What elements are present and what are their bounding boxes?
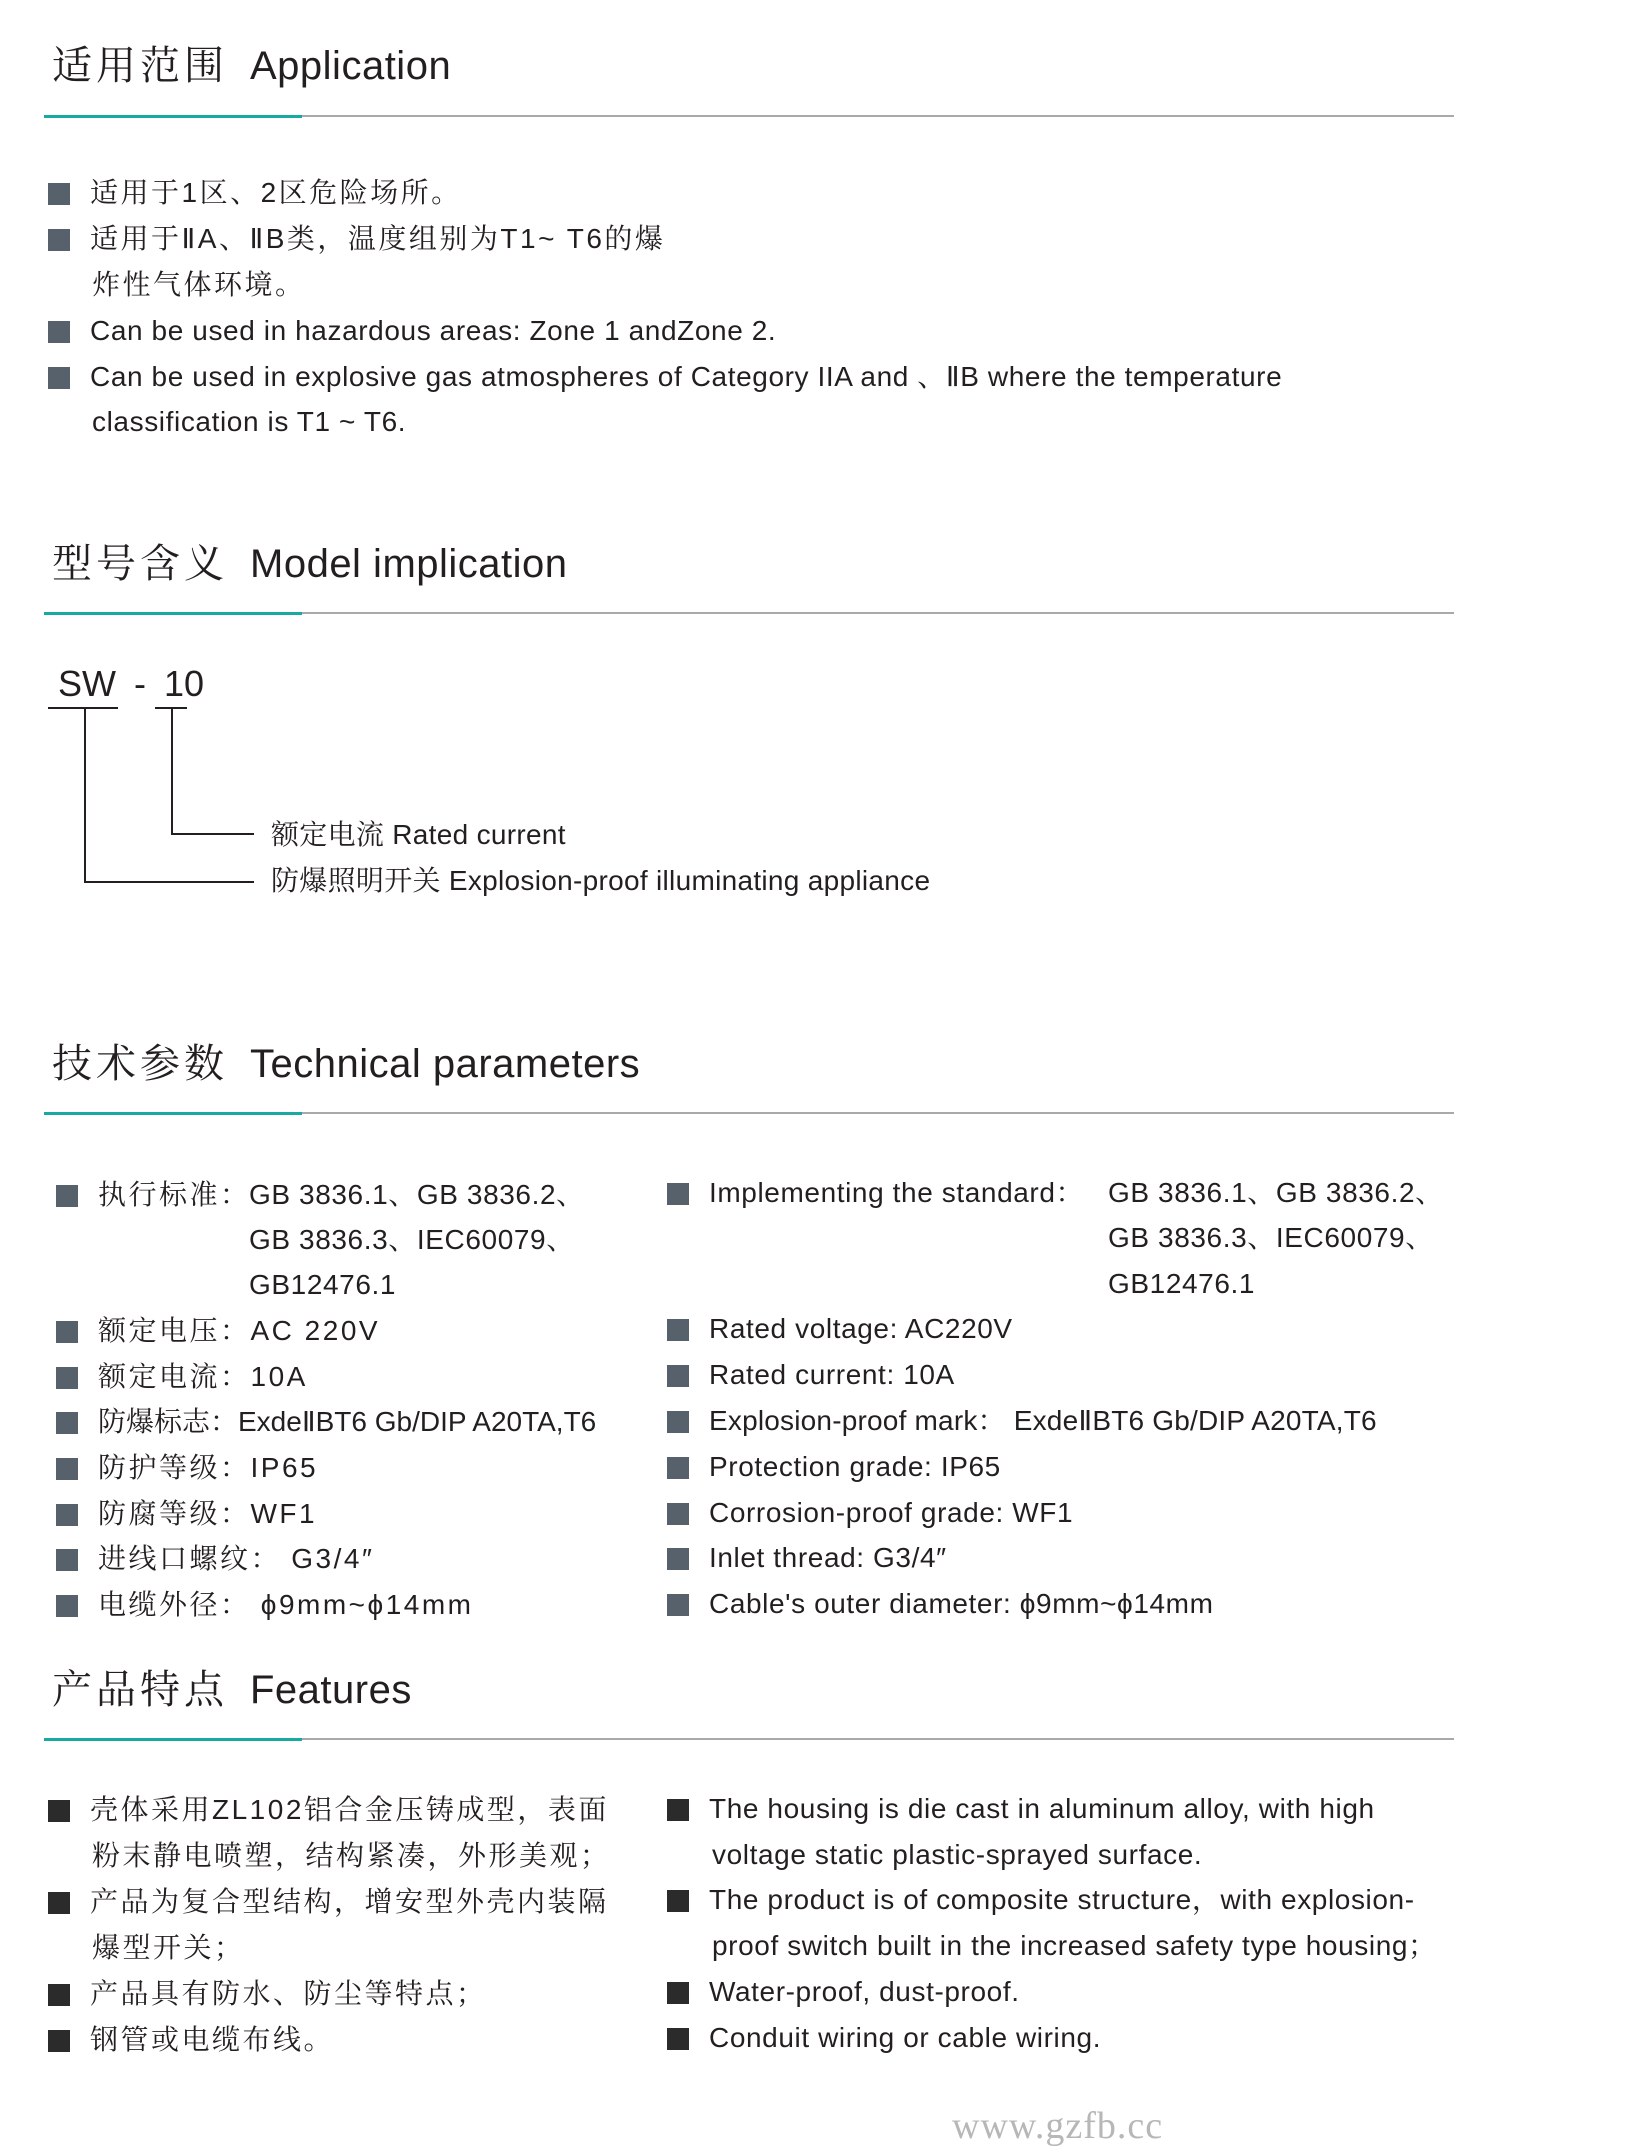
tech-zh-current: 额定电流：10A: [98, 1361, 308, 1392]
features-zh-1-line-1: 壳体采用ZL102铝合金压铸成型，表面: [90, 1794, 609, 1825]
bullet-square: [667, 1982, 689, 2004]
application-item-zh-1: 适用于1区、2区危险场所。: [90, 177, 462, 208]
bullet-square: [56, 1321, 78, 1343]
model-leader-series-vertical: [84, 707, 86, 882]
bullet-square: [56, 1367, 78, 1389]
tech-en-protection: Protection grade: IP65: [709, 1451, 1001, 1482]
tech-zh-protection: 防护等级：IP65: [98, 1452, 319, 1483]
bullet-square: [667, 1319, 689, 1341]
application-title-zh: 适用范围: [52, 44, 228, 88]
model-code: [58, 662, 204, 706]
tech-en-cable: Cable's outer diameter: ϕ9mm~ϕ14mm: [709, 1588, 1214, 1619]
bullet-square: [48, 367, 70, 389]
watermark-url: www.gzfb.cc: [952, 2105, 1164, 2147]
bullet-square: [667, 1890, 689, 1912]
tech-zh-cable: 电缆外径： ϕ9mm~ϕ14mm: [98, 1589, 474, 1620]
tech-title-zh: 技术参数: [52, 1042, 228, 1086]
tech-en-standard-line-2: GB 3836.3、IEC60079、: [1108, 1222, 1434, 1253]
model-code-series: SW: [58, 663, 116, 704]
tech-en-standard-line-1: GB 3836.1、GB 3836.2、: [1108, 1177, 1444, 1208]
bullet-square: [56, 1549, 78, 1571]
model-leader-series-horizontal: [84, 881, 254, 883]
application-item-en-1: Can be used in hazardous areas: Zone 1 andZone 2.: [90, 315, 777, 346]
bullet-square: [56, 1185, 78, 1207]
bullet-square: [667, 1503, 689, 1525]
tech-zh-voltage: 额定电压：AC 220V: [98, 1315, 381, 1346]
bullet-square: [56, 1412, 78, 1434]
features-section-title: [52, 1666, 412, 1714]
tech-en-current: Rated current: 10A: [709, 1359, 955, 1390]
features-zh-1-line-2: 粉末静电喷塑，结构紧凑，外形美观；: [92, 1840, 611, 1871]
features-en-2-line-2: proof switch built in the increased safety type housing；: [712, 1930, 1437, 1961]
bullet-square: [667, 2028, 689, 2050]
tech-en-voltage: Rated voltage: AC220V: [709, 1313, 1013, 1344]
bullet-square: [667, 1183, 689, 1205]
bullet-square: [56, 1595, 78, 1617]
bullet-square: [56, 1458, 78, 1480]
tech-en-corrosion: Corrosion-proof grade: WF1: [709, 1497, 1074, 1528]
application-item-en-2-cont: classification is T1 ~ T6.: [92, 406, 407, 437]
features-zh-2-line-1: 产品为复合型结构，增安型外壳内装隔: [90, 1886, 609, 1917]
bullet-square: [667, 1365, 689, 1387]
model-code-rating: 10: [164, 663, 205, 704]
model-label-appliance: 防爆照明开关 Explosion-proof illuminating appliance: [271, 865, 931, 896]
application-divider-accent: [44, 115, 302, 118]
tech-en-standard-label: Implementing the standard：: [709, 1177, 1085, 1208]
tech-zh-standard-line-3: GB12476.1: [249, 1269, 397, 1300]
bullet-square: [48, 2030, 70, 2052]
application-title-en: Application: [250, 44, 452, 88]
features-title-en: Features: [250, 1668, 412, 1712]
tech-zh-corrosion: 防腐等级：WF1: [98, 1498, 318, 1529]
bullet-square: [48, 1984, 70, 2006]
bullet-square: [48, 1800, 70, 1822]
bullet-square: [667, 1457, 689, 1479]
application-item-zh-2: 适用于ⅡA、ⅡB类，温度组别为T1~ T6的爆: [90, 223, 666, 254]
bullet-square: [48, 229, 70, 251]
bullet-square: [48, 183, 70, 205]
tech-en-standard-line-3: GB12476.1: [1108, 1268, 1256, 1299]
bullet-square: [48, 1892, 70, 1914]
model-label-rated-current: 额定电流 Rated current: [271, 819, 566, 850]
tech-zh-standard-line-2: GB 3836.3、IEC60079、: [249, 1224, 575, 1255]
bullet-square: [667, 1799, 689, 1821]
features-divider-accent: [44, 1738, 302, 1741]
features-en-1-line-2: voltage static plastic-sprayed surface.: [712, 1839, 1203, 1870]
application-section-title: [52, 42, 451, 90]
bullet-square: [48, 321, 70, 343]
model-leader-rating-horizontal: [171, 833, 254, 835]
application-item-en-2: Can be used in explosive gas atmospheres of Category IIA and 、ⅡB where the temperature: [90, 361, 1283, 392]
tech-title-en: Technical parameters: [250, 1042, 641, 1086]
model-leader-rating-vertical: [171, 707, 173, 834]
tech-en-mark: Explosion-proof mark： ExdeⅡBT6 Gb/DIP A20TA,T6: [709, 1405, 1377, 1436]
model-title-zh: 型号含义: [52, 542, 228, 586]
features-zh-3: 产品具有防水、防尘等特点；: [90, 1978, 487, 2009]
features-en-2-line-1: The product is of composite structure，with explosion-: [709, 1884, 1415, 1915]
model-title-en: Model implication: [250, 542, 568, 586]
tech-zh-thread: 进线口螺纹： G3/4″: [98, 1543, 375, 1574]
application-item-zh-2-cont: 炸性气体环境。: [92, 269, 306, 300]
tech-section-title: [52, 1040, 640, 1088]
model-section-title: [52, 540, 568, 588]
tech-zh-standard-label: 执行标准：: [98, 1179, 251, 1210]
features-zh-4: 钢管或电缆布线。: [90, 2024, 335, 2055]
model-code-separator: -: [134, 663, 147, 704]
features-en-3: Water-proof, dust-proof.: [709, 1976, 1020, 2007]
features-en-1-line-1: The housing is die cast in aluminum alloy, with high: [709, 1793, 1375, 1824]
model-code-bracket-series: [48, 707, 118, 709]
tech-divider-accent: [44, 1112, 302, 1115]
tech-zh-standard-line-1: GB 3836.1、GB 3836.2、: [249, 1179, 585, 1210]
features-en-4: Conduit wiring or cable wiring.: [709, 2022, 1102, 2053]
bullet-square: [667, 1548, 689, 1570]
bullet-square: [667, 1411, 689, 1433]
bullet-square: [56, 1504, 78, 1526]
model-divider-accent: [44, 612, 302, 615]
bullet-square: [667, 1594, 689, 1616]
features-zh-2-line-2: 爆型开关；: [92, 1932, 245, 1963]
tech-en-thread: Inlet thread: G3/4″: [709, 1542, 947, 1573]
features-title-zh: 产品特点: [52, 1668, 228, 1712]
tech-zh-mark: 防爆标志：ExdeⅡBT6 Gb/DIP A20TA,T6: [98, 1406, 597, 1437]
